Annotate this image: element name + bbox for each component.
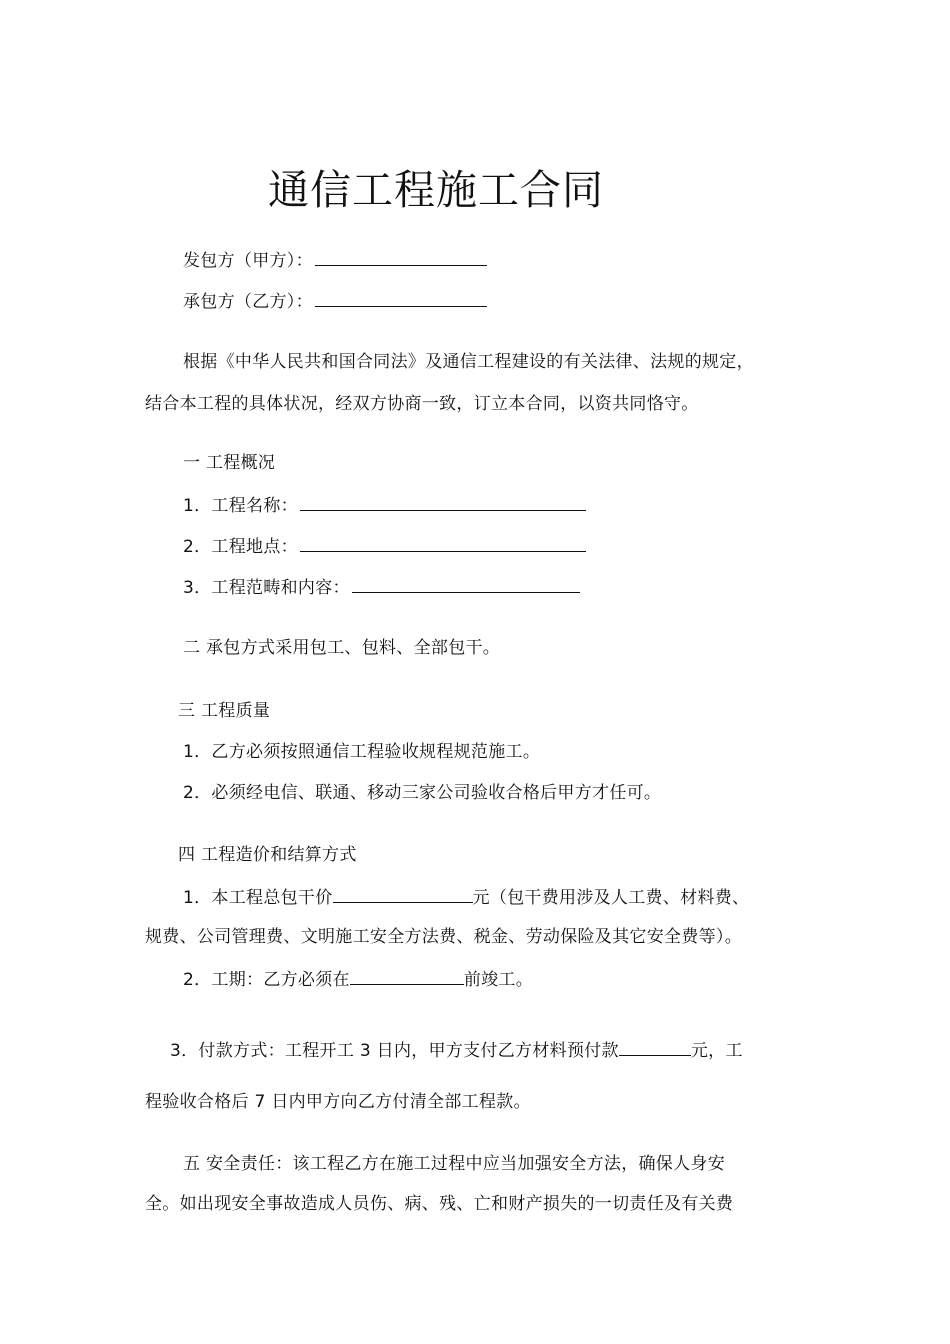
project-scope-label: 3．工程范畴和内容：	[183, 578, 350, 598]
section-5-line-1: 五 安全责任：该工程乙方在施工过程中应当加强安全方法，确保人身安	[183, 1154, 726, 1174]
project-name-blank	[300, 492, 586, 511]
section-3-heading: 三 工程质量	[178, 701, 271, 721]
project-scope-blank	[352, 574, 580, 593]
section-4-item-2	[183, 966, 533, 992]
party-b-blank	[315, 288, 487, 307]
party-a-label: 发包方（甲方）：	[183, 251, 313, 271]
total-price-suffix: 元（包干费用涉及人工费、材料费、	[472, 888, 750, 908]
project-name-label: 1．工程名称：	[183, 496, 298, 516]
preamble-line-1: 根据《中华人民共和国合同法》及通信工程建设的有关法律、法规的规定，	[183, 352, 754, 372]
section-4-heading: 四 工程造价和结算方式	[178, 845, 357, 865]
section-2-heading: 二 承包方式采用包工、包料、全部包干。	[183, 638, 501, 658]
section-5-line-2: 全。如出现安全事故造成人员伤、病、残、亡和财产损失的一切责任及有关费	[145, 1194, 734, 1214]
total-price-label: 1．本工程总包干价	[183, 888, 333, 908]
party-b-line	[183, 288, 487, 314]
project-location-blank	[300, 533, 586, 552]
section-4-item-1-cont: 规费、公司管理费、文明施工安全方法费、税金、劳动保险及其它安全费等）。	[145, 927, 742, 947]
document-title: 通信工程施工合同	[268, 166, 604, 214]
section-3-item-1: 1．乙方必须按照通信工程验收规程规范施工。	[183, 742, 541, 762]
section-1-heading: 一 工程概况	[183, 453, 276, 473]
advance-payment-blank	[619, 1037, 691, 1056]
deadline-blank	[350, 966, 464, 985]
section-4-item-3-cont: 程验收合格后 7 日内甲方向乙方付清全部工程款。	[145, 1092, 531, 1112]
payment-label: 3．付款方式：工程开工 3 日内，甲方支付乙方材料预付款	[170, 1041, 619, 1061]
section-3-item-2: 2．必须经电信、联通、移动三家公司验收合格后甲方才任可。	[183, 783, 662, 803]
section-1-item-2	[183, 533, 586, 559]
party-b-label: 承包方（乙方）：	[183, 292, 313, 312]
total-price-blank	[333, 884, 473, 903]
party-a-line	[183, 247, 487, 273]
project-location-label: 2．工程地点：	[183, 537, 298, 557]
section-1-item-3	[183, 574, 580, 600]
preamble-line-2: 结合本工程的具体状况，经双方协商一致，订立本合同，以资共同恪守。	[145, 394, 699, 414]
section-1-item-1	[183, 492, 586, 518]
deadline-label: 2．工期：乙方必须在	[183, 970, 350, 990]
party-a-blank	[315, 247, 487, 266]
deadline-suffix: 前竣工。	[463, 970, 534, 990]
section-4-item-3	[170, 1037, 743, 1063]
section-4-item-1	[183, 884, 749, 910]
payment-suffix: 元，工	[690, 1041, 743, 1061]
